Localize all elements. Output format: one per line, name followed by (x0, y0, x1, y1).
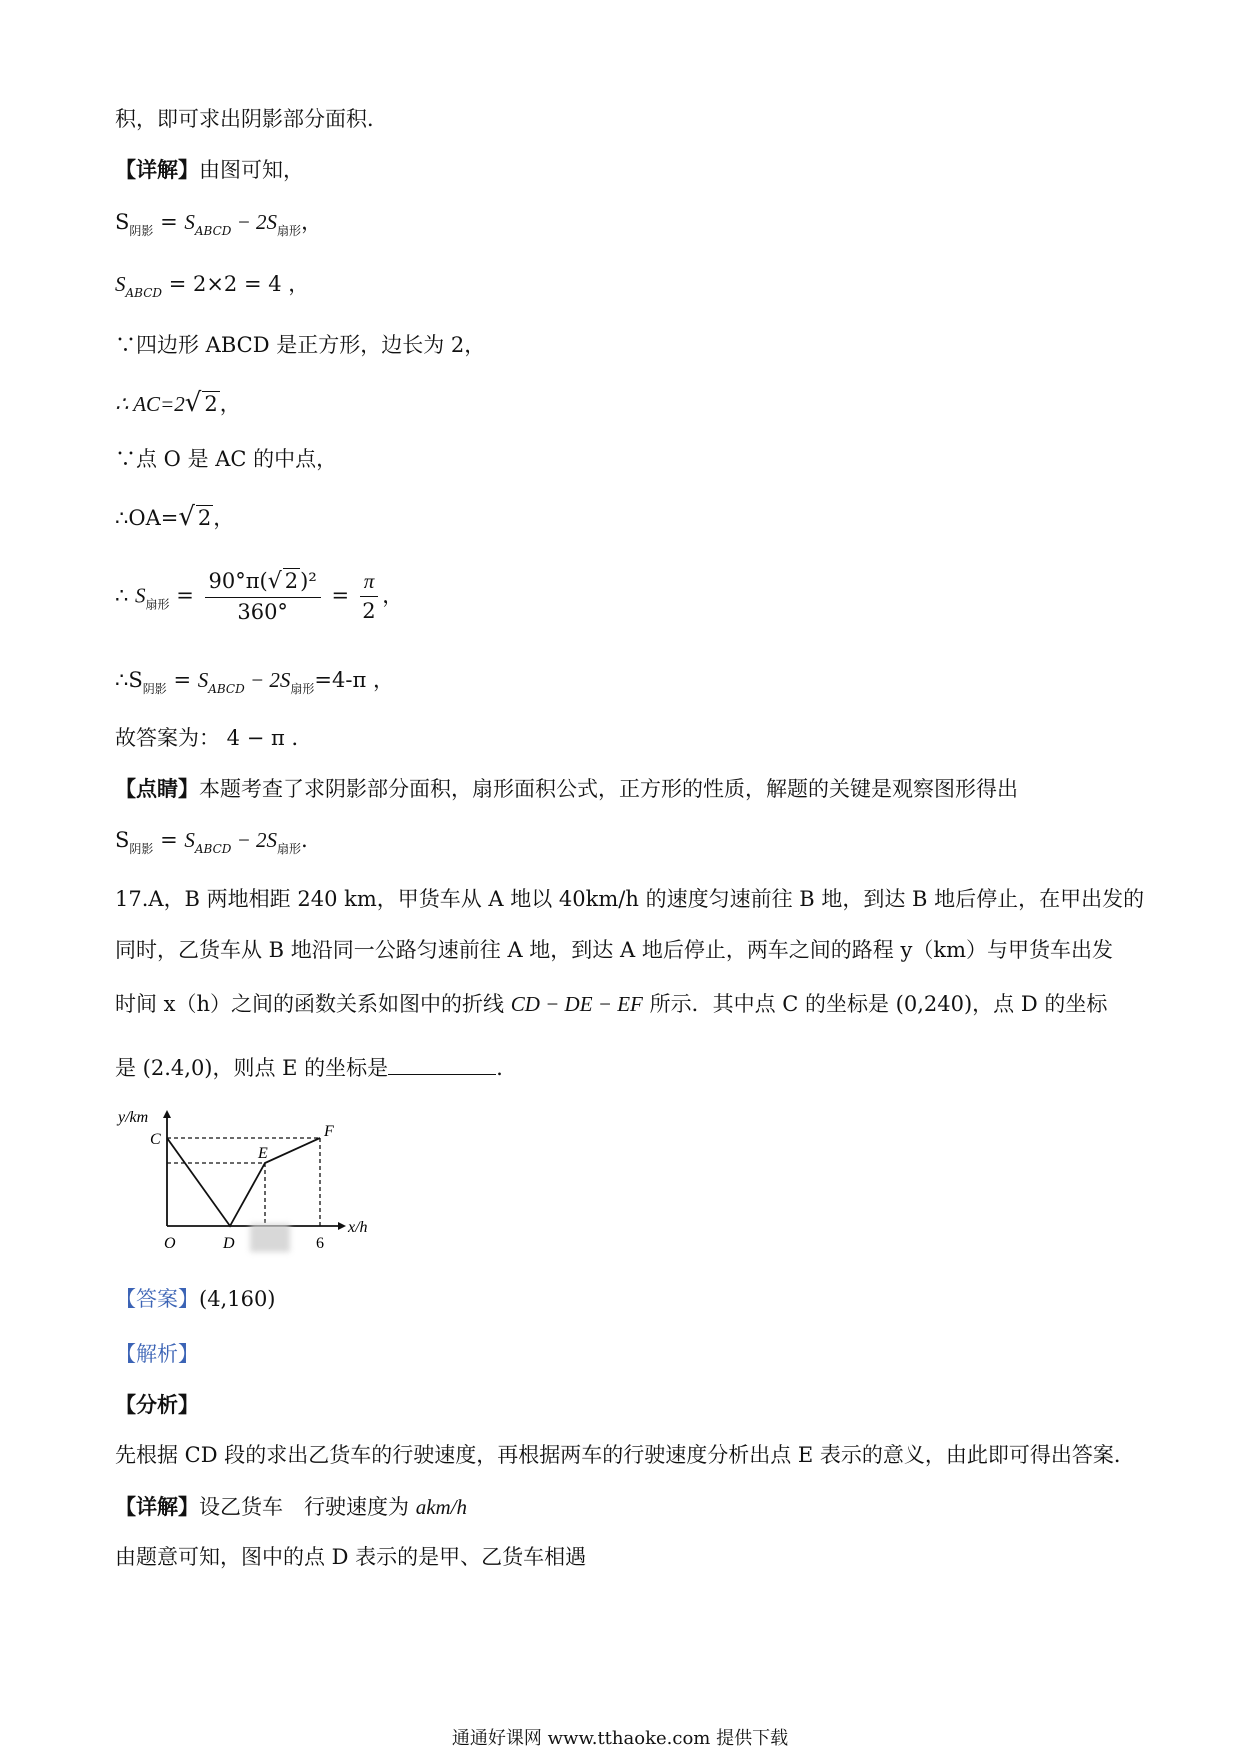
text: 积，即可求出阴影部分面积． (115, 107, 388, 131)
text-line (115, 1392, 199, 1418)
text-line (115, 726, 312, 751)
text-line (115, 1545, 586, 1570)
text: = 2×2 = 4 ， (162, 272, 310, 296)
point-label-F: F (324, 1123, 334, 1140)
sqrt-sign: √ (178, 502, 195, 532)
numerator: π (360, 569, 379, 597)
section-tag: 【分析】 (115, 1392, 199, 1417)
question-line (115, 887, 1144, 912)
text: ∵点 O 是 AC 的中点， (115, 447, 338, 471)
text-line (115, 1342, 199, 1367)
subscript: 阴影 (129, 842, 154, 856)
subscript: ABCD (194, 224, 232, 238)
subscript: ABCD (208, 682, 245, 696)
radicand: 2 (197, 506, 212, 530)
tick-label-6: 6 (316, 1235, 324, 1252)
fraction (205, 568, 321, 626)
symbol: S (115, 210, 130, 234)
blurred-watermark (250, 1224, 290, 1252)
subscript: 阴影 (142, 682, 167, 696)
sqrt-sign: √ (267, 569, 282, 594)
text: 17.A，B 两地相距 240 km，甲货车从 A 地以 40km/h 的速度匀速前往 B 地，到达 B 地后停止，在甲出发的 (115, 887, 1145, 911)
section-tag: 【详解】 (115, 1494, 199, 1519)
symbol: = (324, 583, 356, 608)
polyline-CDEF (167, 1138, 320, 1226)
subscript: 阴影 (129, 224, 154, 238)
symbol: ， (382, 583, 404, 608)
symbol: ， (213, 506, 235, 530)
text: 设乙货车 行驶速度为 (199, 1495, 416, 1519)
text: 先根据 CD 段的求出乙货车的行驶速度，再根据两车的行驶速度分析出点 E 表示的意义，由此即可得出答案． (115, 1443, 1135, 1467)
x-axis-arrow (338, 1222, 346, 1230)
fraction (360, 569, 379, 624)
question-line (115, 1056, 517, 1081)
denominator: 360° (237, 600, 288, 625)
subscript: 扇形 (277, 842, 302, 856)
symbol: S (115, 828, 130, 852)
text: ∵四边形 ABCD 是正方形，边长为 2， (115, 333, 486, 357)
text: 是 (2.4,0)，则点 E 的坐标是 (115, 1056, 389, 1080)
formula-line (115, 828, 322, 856)
answer-blank (388, 1056, 496, 1075)
point-label-D: D (223, 1235, 235, 1252)
text: 时间 x（h）之间的函数关系如图中的折线 (115, 992, 511, 1016)
denominator: 2 (362, 599, 376, 624)
symbol: ， (301, 210, 323, 234)
answer-tag: 【答案】 (115, 1287, 199, 1311)
formula-line (115, 272, 309, 300)
text: 由图可知， (199, 158, 304, 182)
text: )² (300, 569, 317, 593)
subscript: ABCD (194, 842, 232, 856)
radicand: 2 (284, 569, 299, 593)
answer-value: (4,160) (199, 1287, 276, 1311)
symbol: − 2S (244, 668, 291, 692)
question-line (115, 938, 1113, 963)
text: 由题意可知，图中的点 D 表示的是甲、乙货车相遇 (115, 1545, 587, 1569)
point-label-C: C (150, 1131, 161, 1148)
subscript: 扇形 (145, 597, 170, 612)
radicand: 2 (204, 392, 218, 416)
text-line (115, 447, 337, 472)
subscript: ABCD (125, 286, 163, 300)
symbol: S (184, 828, 195, 852)
text-line (115, 333, 485, 358)
section-tag: 【点睛】 (115, 776, 199, 801)
section-tag: 【解析】 (115, 1342, 199, 1366)
numerator (205, 568, 321, 598)
formula-line (115, 388, 241, 419)
section-tag: 【详解】 (115, 157, 199, 182)
text: 同时，乙货车从 B 地沿同一公路匀速前往 A 地，到达 A 地后停止，两车之间的路程 y（km）与甲货车出发 (115, 938, 1113, 962)
formula-line (115, 210, 322, 238)
subscript: 扇形 (277, 224, 302, 238)
symbol: S (197, 668, 209, 692)
text: ∴ AC=2 (115, 392, 185, 416)
text: 90°π( (208, 569, 268, 593)
symbol: = (153, 828, 185, 852)
sqrt-sign: √ (184, 388, 202, 418)
symbol: ． (301, 828, 323, 852)
text-line (115, 157, 304, 183)
y-axis-arrow (163, 1110, 171, 1118)
symbol: ∴ (115, 583, 136, 608)
point-label-E: E (258, 1145, 268, 1162)
text-line (115, 107, 388, 132)
function-graph (112, 1108, 382, 1258)
text: 本题考查了求阴影部分面积，扇形面积公式，正方形的性质，解题的关键是观察图形得出 (199, 777, 1018, 801)
symbol: S (115, 272, 126, 296)
footer: 通通好课网 www.tthaoke.com 提供下载 (451, 1728, 789, 1749)
symbol: S (135, 583, 146, 608)
question-line (115, 992, 1107, 1017)
y-axis-label: y/km (118, 1109, 149, 1126)
symbol: ， (219, 392, 241, 416)
symbol: ∴S (115, 668, 143, 692)
symbol: = (153, 210, 185, 234)
math-expression: CD − DE − EF (510, 992, 643, 1016)
symbol: ． (496, 1056, 518, 1080)
text: ∴OA= (115, 506, 179, 530)
formula-line (115, 568, 403, 626)
subscript: 扇形 (290, 682, 315, 696)
formula-line (115, 502, 234, 533)
text: 故答案为： 4 − π ． (115, 726, 313, 750)
symbol: S (184, 210, 195, 234)
math-expression: akm/h (415, 1495, 468, 1519)
symbol: = (166, 668, 198, 692)
point-label-O: O (164, 1235, 176, 1252)
text-line (115, 1443, 1135, 1468)
text: 所示．其中点 C 的坐标是 (0,240)，点 D 的坐标 (642, 992, 1108, 1016)
text: =4-π ， (314, 668, 394, 692)
answer-line (115, 1287, 276, 1312)
text-line (115, 1494, 467, 1520)
symbol: − 2S (231, 828, 278, 852)
formula-line (115, 668, 394, 696)
x-axis-label: x/h (348, 1219, 368, 1236)
symbol: − 2S (231, 210, 278, 234)
symbol: = (169, 583, 201, 608)
text-line (115, 776, 1018, 802)
